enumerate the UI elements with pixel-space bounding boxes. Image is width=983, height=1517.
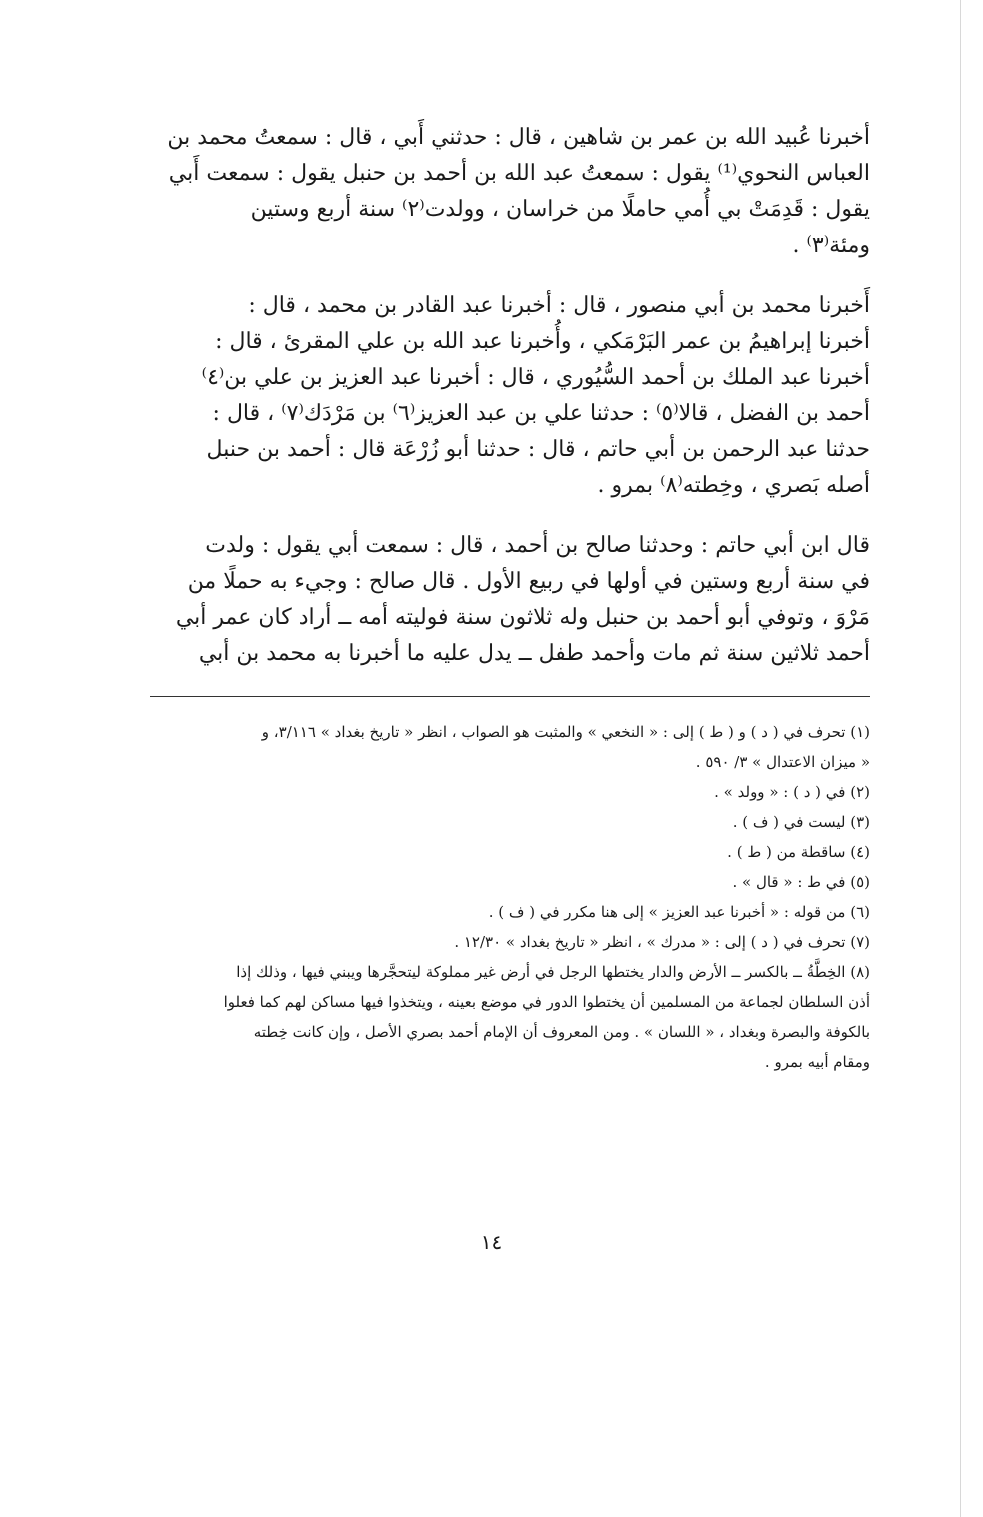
- page-number: ١٤: [480, 1230, 503, 1254]
- footnote-line: (٥) في ط : « قال » .: [732, 873, 870, 891]
- paragraph-line: أخبرنا عبد الملك بن أحمد السُّيُوري ، قال : أخبرنا عبد العزيز بن علي بن⁽٤⁾: [201, 365, 870, 390]
- book-page: [150, 120, 870, 1077]
- paragraph-1: [150, 120, 870, 264]
- footnote-5: [150, 867, 870, 897]
- footnote-line: ومقام أبيه بمرو .: [764, 1053, 870, 1071]
- paragraph-line: العباس النحوي⁽¹⁾ يقول : سمعتُ عبد الله بن أحمد بن حنبل يقول : سمعت أَبي: [168, 161, 870, 186]
- footnote-7: [150, 927, 870, 957]
- paragraph-line: أَخبرنا محمد بن أبي منصور ، قال : أخبرنا عبد القادر بن محمد ، قال :: [248, 293, 870, 318]
- footnote-line: (٨) الخِطَّةُ ــ بالكسر ــ الأرض والدار يختطها الرجل في أرض غير مملوكة ليتحجَّرها ويبني فيها ، وذلك إذا: [236, 963, 870, 981]
- paragraph-line: أصله بَصري ، وخِطته⁽٨⁾ بمرو .: [597, 473, 870, 498]
- paragraph-line: قال ابن أبي حاتم : وحدثنا صالح بن أحمد ، قال : سمعت أبي يقول : ولدت: [205, 533, 870, 558]
- paragraph-line: أحمد بن الفضل ، قالا⁽٥⁾ : حدثنا علي بن عبد العزيز⁽٦⁾ بن مَرْدَك⁽٧⁾ ، قال :: [212, 401, 870, 426]
- paragraph-line: يقول : قَدِمَتْ بي أُمي حاملًا من خراسان ، وولدت⁽٢⁾ سنة أربع وستين: [250, 197, 870, 222]
- footnotes: [150, 717, 870, 1077]
- paragraph-2: [150, 288, 870, 504]
- paragraph-line: في سنة أربع وستين في أولها في ربيع الأول . قال صالح : وجيء به حملًا من: [187, 569, 870, 594]
- scan-edge-line: [960, 0, 961, 1517]
- paragraph-line: أحمد ثلاثين سنة ثم مات وأحمد طفل ــ يدل عليه ما أخبرنا به محمد بن أبي: [198, 641, 870, 666]
- footnote-6: [150, 897, 870, 927]
- footnote-line: « ميزان الاعتدال » ٣/ ٥٩٠ .: [695, 753, 870, 771]
- footnote-line: (٢) في ( د ) : « وولد » .: [714, 783, 870, 801]
- footnote-divider: [150, 696, 870, 697]
- footnote-line: (٤) ساقطة من ( ط ) .: [727, 843, 870, 861]
- footnote-4: [150, 837, 870, 867]
- footnote-line: (٣) ليست في ( ف ) .: [732, 813, 870, 831]
- footnote-2: [150, 777, 870, 807]
- paragraph-line: حدثنا عبد الرحمن بن أبي حاتم ، قال : حدثنا أبو زُرْعَة قال : أحمد بن حنبل: [206, 437, 870, 462]
- paragraph-line: أخبرنا عُبيد الله بن عمر بن شاهين ، قال : حدثني أَبي ، قال : سمعتُ محمد بن: [167, 125, 870, 150]
- footnote-line: أذن السلطان لجماعة من المسلمين أن يختطوا الدور في موضع بعينه ، ويتخذوا فيها مساكن لهم كما فعلوا: [223, 993, 870, 1011]
- paragraph-line: أخبرنا إبراهيمُ بن عمر البَرْمَكي ، وأُخبرنا عبد الله بن علي المقرئ ، قال :: [215, 329, 870, 354]
- paragraph-line: ومئة⁽٣⁾ .: [792, 233, 870, 258]
- footnote-line: (٧) تحرف في ( د ) إلى : « مدرك » ، انظر « تاريخ بغداد » ١٢/٣٠ .: [454, 933, 870, 951]
- footnote-3: [150, 807, 870, 837]
- paragraph-3: [150, 528, 870, 672]
- footnote-1: [150, 717, 870, 777]
- footnote-line: (١) تحرف في ( د ) و ( ط ) إلى : « النخعي » والمثبت هو الصواب ، انظر « تاريخ بغداد » ٣/١١٦، و: [261, 723, 870, 741]
- footnote-line: (٦) من قوله : « أخبرنا عبد العزيز » إلى هنا مكرر في ( ف ) .: [488, 903, 870, 921]
- paragraph-line: مَرْوَ ، وتوفي أبو أحمد بن حنبل وله ثلاثون سنة فوليته أمه ــ أراد كان عمر أبي: [175, 605, 870, 630]
- footnote-8: [150, 957, 870, 1077]
- footnote-line: بالكوفة والبصرة وبغداد ، « اللسان » . ومن المعروف أن الإمام أحمد بصري الأصل ، وإن كانت خِطته: [253, 1023, 870, 1041]
